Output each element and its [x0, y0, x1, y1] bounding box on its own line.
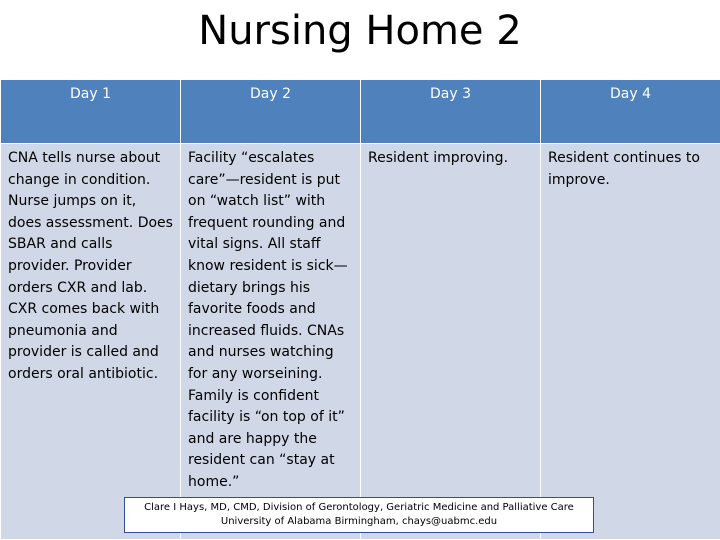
header-day-1: Day 1	[1, 80, 181, 144]
day-table	[0, 79, 720, 540]
cell-day-1: CNA tells nurse about change in condition. Nurse jumps on it, does assessment. Does SBAR and calls provider. Provider orders CXR and lab. CXR comes back with pneumonia and provider is called and orders oral antibiotic.	[1, 144, 181, 540]
cell-day-3: Resident improving.	[361, 144, 541, 540]
body-row	[1, 144, 720, 540]
cell-day-2: Facility “escalates care”—resident is put on “watch list” with frequent rounding and vital signs. All staff know resident is sick—dietary brings his favorite foods and increased fluids. CNAs and nurses watching for any worseining. Family is confident facility is “on top of it” and are happy the resident can “stay at home.”	[181, 144, 361, 540]
header-day-4: Day 4	[541, 80, 720, 144]
credit-line-2: University of Alabama Birmingham, chays@uabmc.edu	[220, 516, 498, 527]
author-credit-box	[124, 497, 594, 533]
header-day-3: Day 3	[361, 80, 541, 144]
cell-day-4: Resident continues to improve.	[541, 144, 720, 540]
slide-title: Nursing Home 2	[198, 8, 522, 54]
credit-line-1: Clare I Hays, MD, CMD, Division of Gerontology, Geriatric Medicine and Palliative Care	[144, 502, 574, 513]
header-row	[1, 80, 720, 144]
header-day-2: Day 2	[181, 80, 361, 144]
